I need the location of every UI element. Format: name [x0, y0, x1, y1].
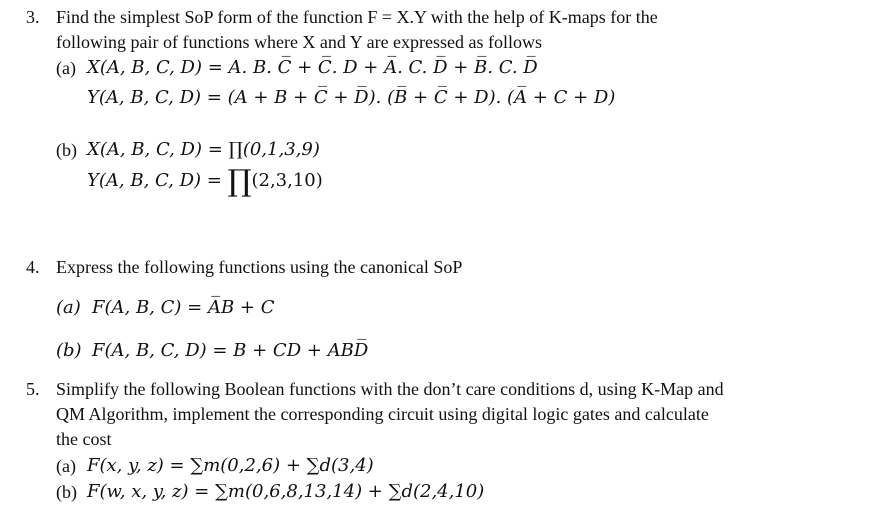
q4-number: 4.: [26, 257, 40, 277]
q3-text-line1: Find the simplest SoP form of the function F = X.Y with the help of K-maps for the: [56, 7, 658, 27]
q4b-label: (b): [56, 340, 82, 361]
q3a-x-expression: X(A, B, C, D) = A. B. C̅ + C̅. D + A̅. C. D̅ + B̅. C. D̅: [87, 57, 538, 78]
q5a-expression: F(x, y, z) = ∑m(0,2,6) + ∑d(3,4): [87, 455, 374, 476]
q3b-y-lhs: Y(A, B, C, D) =: [87, 170, 222, 191]
product-symbol: ∏: [227, 164, 252, 199]
q3b-label: (b): [56, 140, 77, 160]
q3a-label: (a): [56, 58, 76, 78]
q5b-label: (b): [56, 482, 77, 502]
q3b-x-expression: X(A, B, C, D) = ∏(0,1,3,9): [87, 139, 320, 160]
q5-number: 5.: [26, 379, 40, 399]
q5-text-line3: the cost: [56, 429, 112, 449]
q3a-y-expression: Y(A, B, C, D) = (A + B + C̅ + D̅). (B̅ + C̅ + D). (A̅ + C + D): [87, 87, 616, 108]
q4a-label: (a): [56, 297, 81, 318]
q5a-label: (a): [56, 456, 76, 476]
q5-text-line2: QM Algorithm, implement the corresponding circuit using digital logic gates and calculate: [56, 404, 709, 424]
q4-text: Express the following functions using the canonical SoP: [56, 257, 463, 277]
q3b-y-terms: (2,3,10): [251, 170, 323, 191]
q5-text-line1: Simplify the following Boolean functions with the don’t care conditions d, using K-Map and: [56, 379, 724, 399]
q3-text-line2: following pair of functions where X and Y are expressed as follows: [56, 32, 543, 52]
q3b-y-expression: [87, 164, 323, 199]
q5b-expression: F(w, x, y, z) = ∑m(0,6,8,13,14) + ∑d(2,4,10): [87, 481, 485, 502]
q4a-expression: F(A, B, C) = A̅B + C: [92, 297, 275, 318]
q3-number: 3.: [26, 7, 40, 27]
q4b-expression: F(A, B, C, D) = B + CD + ABD̅: [92, 340, 369, 361]
